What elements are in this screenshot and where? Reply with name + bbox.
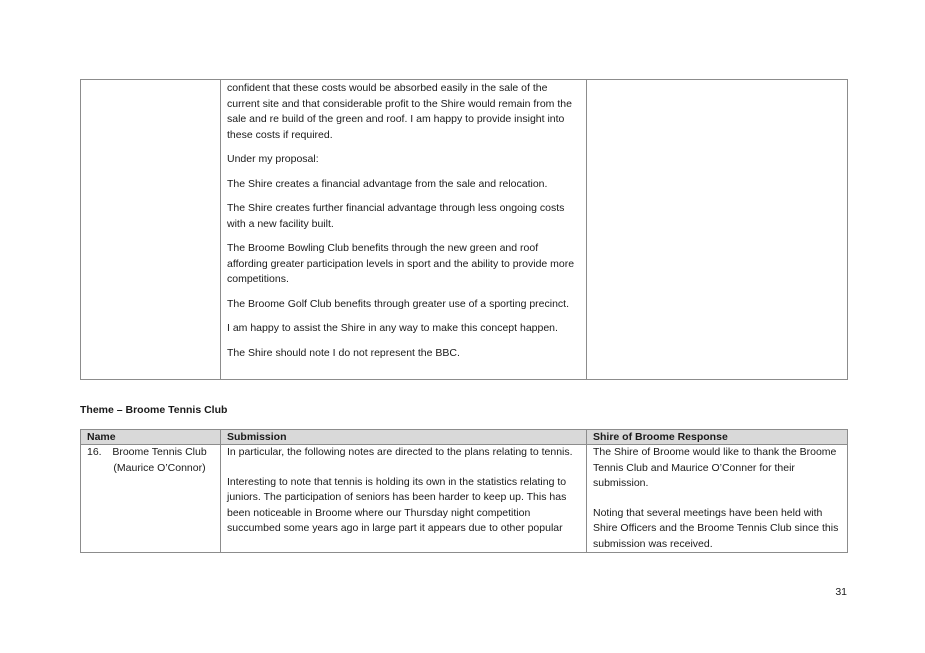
submission-paragraph: The Shire creates further financial advantage through less ongoing costs with a new facility built. — [227, 202, 565, 230]
response-paragraph: Noting that several meetings have been held with Shire Officers and the Broome Tennis Club since this submission was received. — [593, 506, 839, 550]
response-cell — [587, 80, 848, 380]
header-name: Name — [81, 430, 221, 445]
submission-number: 16. — [87, 446, 102, 458]
table-row — [81, 80, 848, 380]
submitter-name: Broome Tennis Club (Maurice O’Connor) — [112, 446, 207, 474]
table-header-row — [81, 430, 848, 445]
submission-paragraph: confident that these costs would be absorbed easily in the sale of the current site and that considerable profit to the Shire would remain from the sale and re build of the green and roof. I am happy to provide insight into these costs if required. — [227, 82, 572, 141]
response-cell — [587, 445, 848, 553]
table-row — [81, 445, 848, 553]
submission-cell — [221, 445, 587, 553]
name-cell — [81, 80, 221, 380]
submission-paragraph: I am happy to assist the Shire in any way to make this concept happen. — [227, 322, 558, 334]
submission-paragraph: The Shire should note I do not represent the BBC. — [227, 346, 460, 359]
submission-paragraph: The Broome Golf Club benefits through greater use of a sporting precinct. — [227, 297, 570, 310]
submission-paragraph: In particular, the following notes are directed to the plans relating to tennis. — [227, 446, 573, 458]
response-paragraph: The Shire of Broome would like to thank the Broome Tennis Club and Maurice O’Conner for their submission. — [593, 446, 837, 489]
continued-submission-table — [80, 79, 848, 380]
submission-cell — [221, 80, 587, 380]
submission-paragraph: Under my proposal: — [227, 153, 319, 165]
theme-heading: Theme – Broome Tennis Club — [80, 404, 228, 416]
submission-paragraph: Interesting to note that tennis is holding its own in the statistics relating to juniors. The participation of seniors has been harder to keep up. This has been noticeable in Broome where our Thursday night competition succumbed some years ago in large part it appears due to other popular — [227, 475, 567, 534]
submitter-entry — [87, 445, 214, 476]
header-response: Shire of Broome Response — [587, 430, 848, 445]
name-cell — [81, 445, 221, 553]
header-submission: Submission — [221, 430, 587, 445]
submission-paragraph: The Broome Bowling Club benefits through the new green and roof affording greater participation levels in sport and the ability to provide more competitions. — [227, 242, 575, 285]
submission-paragraph: The Shire creates a financial advantage from the sale and relocation. — [227, 177, 548, 190]
page-number: 31 — [835, 586, 847, 598]
tennis-club-table — [80, 429, 848, 553]
